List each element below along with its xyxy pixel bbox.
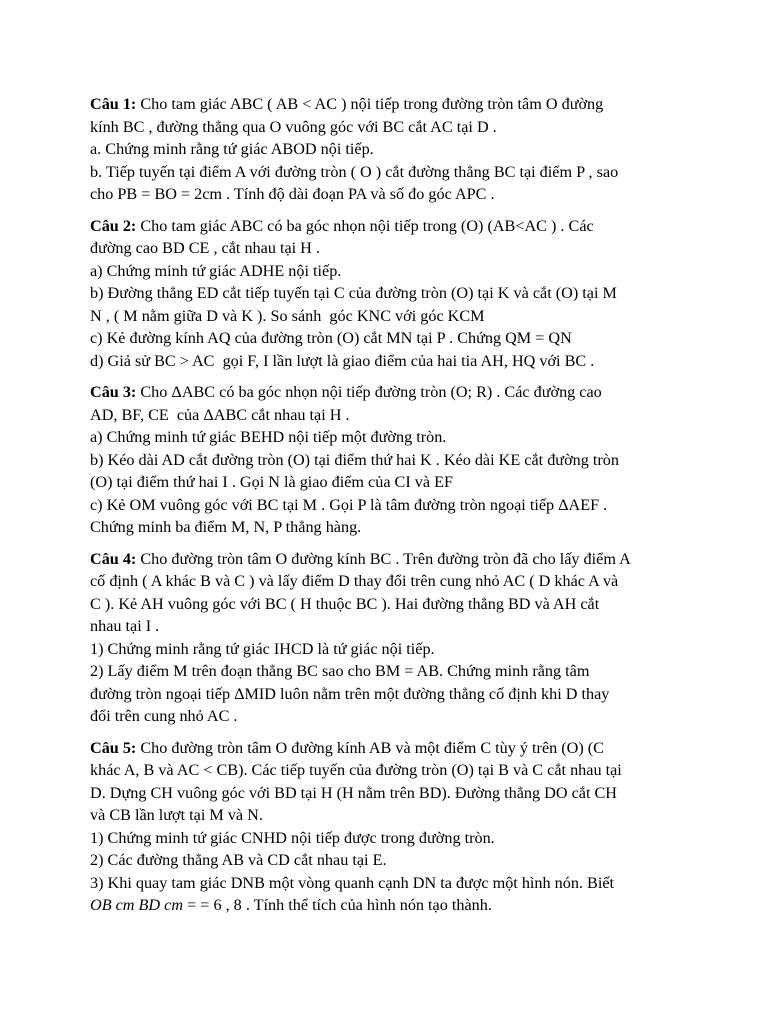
- question-line: b) Đường thẳng ED cắt tiếp tuyến tại C của đường tròn (O) tại K và cắt (O) tại M: [90, 284, 617, 302]
- question-line: đổi trên cung nhỏ AC .: [90, 707, 238, 725]
- question-line: C ). Kẻ AH vuông góc với BC ( H thuộc BC ). Hai đường thẳng BD và AH cắt: [90, 594, 600, 613]
- question-line: (O) tại điểm thứ hai I . Gọi N là giao điểm của CI và EF: [90, 473, 454, 491]
- question-line: nhau tại I .: [90, 617, 160, 635]
- question-line: đường tròn ngoại tiếp ΔMID luôn nằm trên một đường thẳng cố định khi D thay: [90, 684, 610, 703]
- question-line: b) Kéo dài AD cắt đường tròn (O) tại điểm thứ hai K . Kéo dài KE cắt đường tròn: [90, 450, 619, 469]
- question-line: c) Kẻ OM vuông góc với BC tại M . Gọi P là tâm đường tròn ngoại tiếp ΔAEF .: [90, 495, 608, 514]
- question-line: 2) Lấy điểm M trên đoạn thẳng BC sao cho BM = AB. Chứng minh rằng tâm: [90, 662, 590, 680]
- question-line: 1) Chứng minh tứ giác CNHD nội tiếp được trong đường tròn.: [90, 828, 495, 847]
- question-line: 2) Các đường thẳng AB và CD cắt nhau tại E.: [90, 851, 387, 869]
- question-label: Câu 3:: [90, 383, 137, 401]
- question-line: Chứng minh ba điểm M, N, P thẳng hàng.: [90, 518, 362, 536]
- question-line: khác A, B và AC < CB). Các tiếp tuyến của đường tròn (O) tại B và C cắt nhau tại: [90, 761, 622, 779]
- question-line: [90, 215, 690, 238]
- question-line: a) Chứng minh tứ giác ADHE nội tiếp.: [90, 261, 342, 280]
- question-line: 1) Chứng minh rằng tứ giác IHCD là tứ giác nội tiếp.: [90, 639, 435, 658]
- question-5: [90, 737, 690, 917]
- question-line: cho PB = BO = 2cm . Tính độ dài đoạn PA và số đo góc APC .: [90, 185, 495, 203]
- question-line: [90, 548, 690, 571]
- question-line: b. Tiếp tuyến tại điểm A với đường tròn ( O ) cắt đường thẳng BC tại điểm P , sao: [90, 162, 619, 181]
- question-text: = = 6 , 8 . Tính thể tích của hình nón tạo thành.: [183, 896, 492, 914]
- question-line: D. Dựng CH vuông góc với BD tại H (H nằm trên BD). Đường thẳng DO cắt CH: [90, 783, 617, 802]
- question-line: cố định ( A khác B và C ) và lấy điểm D thay đổi trên cung nhỏ AC ( D khác A và: [90, 572, 619, 590]
- question-line: a) Chứng minh tứ giác BEHD nội tiếp một đường tròn.: [90, 428, 447, 446]
- question-label: Câu 2:: [90, 216, 137, 235]
- question-text: Cho tam giác ABC có ba góc nhọn nội tiếp trong (O) (AB<AC ) . Các: [136, 216, 594, 235]
- question-line: [90, 737, 690, 760]
- question-label: Câu 4:: [90, 549, 137, 568]
- question-line: [90, 894, 690, 917]
- question-4: [90, 548, 690, 728]
- question-3: [90, 381, 690, 539]
- question-line: và CB lần lượt tại M và N.: [90, 806, 263, 824]
- document-page: [90, 93, 690, 926]
- question-line: 3) Khi quay tam giác DNB một vòng quanh cạnh DN ta được một hình nón. Biết: [90, 873, 615, 892]
- question-line: [90, 381, 690, 404]
- question-2: [90, 215, 690, 373]
- question-line: N , ( M nằm giữa D và K ). So sánh góc KNC với góc KCM: [90, 306, 485, 325]
- question-text: Cho đường tròn tâm O đường kính BC . Trên đường tròn đã cho lấy điểm A: [136, 549, 631, 568]
- formula-text: OB cm BD cm: [90, 896, 184, 914]
- question-label: Câu 5:: [90, 738, 137, 757]
- question-line: d) Giả sử BC > AC gọi F, I lần lượt là giao điểm của hai tia AH, HQ với BC .: [90, 351, 595, 370]
- question-line: c) Kẻ đường kính AQ của đường tròn (O) cắt MN tại P . Chứng QM = QN: [90, 329, 572, 347]
- question-line: kính BC , đường thẳng qua O vuông góc với BC cắt AC tại D .: [90, 117, 497, 136]
- question-line: a. Chứng minh rằng tứ giác ABOD nội tiếp.: [90, 140, 374, 158]
- question-text: Cho tam giác ABC ( AB < AC ) nội tiếp trong đường tròn tâm O đường: [136, 95, 604, 113]
- question-line: đường cao BD CE , cắt nhau tại H .: [90, 239, 320, 257]
- question-text: Cho đường tròn tâm O đường kính AB và một điểm C tùy ý trên (O) (C: [136, 738, 604, 757]
- question-text: Cho ΔABC có ba góc nhọn nội tiếp đường tròn (O; R) . Các đường cao: [136, 383, 602, 401]
- question-line: AD, BF, CE của ΔABC cắt nhau tại H .: [90, 405, 350, 424]
- question-line: [90, 93, 690, 116]
- question-1: [90, 93, 690, 206]
- question-label: Câu 1:: [90, 95, 137, 113]
